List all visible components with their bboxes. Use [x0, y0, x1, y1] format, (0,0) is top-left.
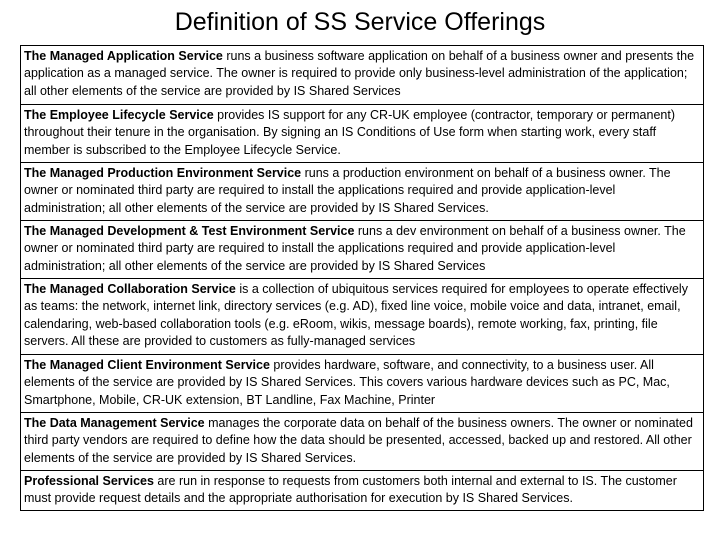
- service-box-managed-client-environment: [21, 354, 703, 412]
- service-name: The Managed Production Environment Service: [24, 166, 302, 180]
- service-name: The Managed Collaboration Service: [24, 282, 236, 296]
- service-box-professional-services: [21, 470, 703, 510]
- service-description: manages the corporate data on behalf of the business owners. The owner or nominated third party vendors are required to define how the data should be presented, accessed, backed up and restored. All other elements of the service are provided by IS Shared Services.: [24, 416, 693, 465]
- service-name: Professional Services: [24, 474, 154, 488]
- service-definition-list: [20, 45, 704, 511]
- page-title: Definition of SS Service Offerings: [174, 8, 546, 36]
- service-description: is a collection of ubiquitous services required for employees to operate effectively as teams: the network, internet link, directory services (e.g. AD), fixed line voice, mobile voice and data, intranet, email, calendaring, web-based collaboration tools (e.g. eRoom, wikis, message boards), remote working, fax, printing, file servers. All these are provided to customers as fully-managed services: [24, 282, 688, 349]
- service-description: runs a business software application on behalf of a business owner and presents the application as a managed service. The owner is required to provide only business-level administration of the application; all other elements of the service are provided by IS Shared Services: [24, 49, 695, 98]
- service-box-managed-application: [21, 46, 703, 104]
- service-description: runs a dev environment on behalf of a business owner. The owner or nominated third party are required to install the applications required and provide application-level administration; all other elements of the service are provided by IS Shared Services: [24, 224, 686, 273]
- service-name: The Managed Client Environment Service: [24, 358, 270, 372]
- service-description: provides hardware, software, and connectivity, to a business user. All elements of the service are provided by IS Shared Services. This covers various hardware devices such as PC, Mac, Smartphone, Mobile, CR-UK extension, BT Landline, Fax Machine, Printer: [24, 358, 670, 407]
- service-description: provides IS support for any CR-UK employee (contractor, temporary or permanent) throughout their tenure in the organisation. By signing an IS Conditions of Use form when starting work, every staff member is subscribed to the Employee Lifecycle Service.: [24, 108, 675, 157]
- service-box-data-management: [21, 412, 703, 470]
- service-name: The Data Management Service: [24, 416, 205, 430]
- service-name: The Managed Application Service: [24, 49, 223, 63]
- service-box-managed-collaboration: [21, 278, 703, 354]
- service-description: are run in response to requests from customers both internal and external to IS. The customer must provide request details and the appropriate authorisation for execution by IS Shared Services.: [24, 474, 677, 506]
- service-box-employee-lifecycle: [21, 104, 703, 162]
- service-name: The Managed Development & Test Environment Service: [24, 224, 355, 238]
- service-name: The Employee Lifecycle Service: [24, 108, 214, 122]
- service-box-managed-dev-test-environment: [21, 220, 703, 278]
- service-box-managed-production-environment: [21, 162, 703, 220]
- service-description: runs a production environment on behalf of a business owner. The owner or nominated third party are required to install the applications required and provide application-level administration; all other elements of the service are provided by IS Shared Services.: [24, 166, 671, 215]
